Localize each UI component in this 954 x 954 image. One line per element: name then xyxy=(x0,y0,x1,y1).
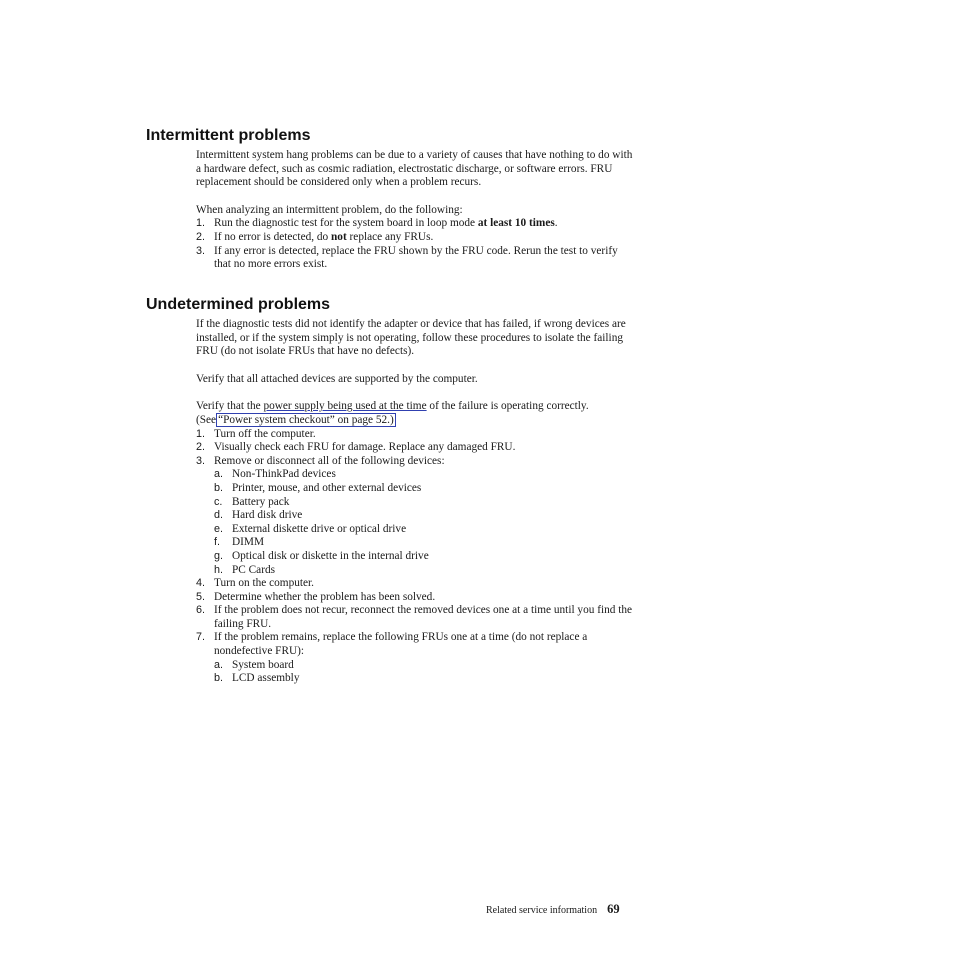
list-text: Visually check each FRU for damage. Replace any damaged FRU. xyxy=(214,441,516,454)
list-item xyxy=(214,523,636,537)
list-text: Optical disk or diskette in the internal drive xyxy=(232,549,429,562)
list-item xyxy=(196,231,636,245)
list-item xyxy=(214,536,636,550)
list-text: LCD assembly xyxy=(232,672,300,685)
list-text: External diskette drive or optical drive xyxy=(232,522,407,535)
list-item xyxy=(214,550,636,564)
list-item xyxy=(214,468,636,482)
page-number: 69 xyxy=(607,902,620,916)
emphasis-text: not xyxy=(331,230,347,243)
list-marker: 7. xyxy=(196,631,206,644)
list-item xyxy=(196,428,636,442)
paragraph-text: Verify that the xyxy=(196,400,264,413)
list-text: DIMM xyxy=(232,536,265,549)
list-item xyxy=(214,659,636,673)
footer-section-title: Related service information xyxy=(486,905,598,916)
list-text: Turn on the computer. xyxy=(214,577,314,590)
list-marker: h. xyxy=(214,563,224,576)
list-text: Hard disk drive xyxy=(232,509,303,522)
verify-power-paragraph xyxy=(196,400,636,427)
intermittent-paragraph: Intermittent system hang problems can be due to a variety of causes that have nothing to do with a hardware defect, such as cosmic radiation, electrostatic discharge, or software errors. FRU replacement should be considered only when a problem recurs. xyxy=(196,149,633,189)
power-system-checkout-link[interactable]: “Power system checkout” on page 52.) xyxy=(218,413,394,426)
list-item xyxy=(196,441,636,455)
intermittent-steps xyxy=(196,217,636,271)
list-marker: 4. xyxy=(196,577,206,590)
paragraph-text: of the failure is operating correctly. (See xyxy=(196,400,589,426)
list-item xyxy=(196,455,636,577)
list-text: Non-ThinkPad devices xyxy=(232,468,336,481)
list-text: PC Cards xyxy=(232,563,275,576)
page-footer xyxy=(486,902,620,918)
undetermined-section xyxy=(196,318,636,686)
list-item xyxy=(214,496,636,510)
list-marker: 6. xyxy=(196,604,206,617)
list-text: Printer, mouse, and other external devices xyxy=(232,481,422,494)
intermittent-heading: Intermittent problems xyxy=(146,127,311,144)
list-item xyxy=(196,631,636,685)
undetermined-heading: Undetermined problems xyxy=(146,296,331,313)
devices-sublist xyxy=(214,468,636,577)
frus-sublist xyxy=(214,659,636,686)
list-item xyxy=(196,577,636,591)
list-marker: 1. xyxy=(196,427,206,440)
list-text: Turn off the computer. xyxy=(214,427,316,440)
list-text: If any error is detected, replace the FRU shown by the FRU code. Rerun the test to verify that no more errors exist. xyxy=(214,244,618,271)
list-marker: b. xyxy=(214,672,224,685)
power-supply-link[interactable]: power supply being used at the time xyxy=(263,400,427,413)
list-text-end: replace any FRUs. xyxy=(346,230,434,243)
list-text-end: . xyxy=(554,217,558,230)
list-item xyxy=(196,591,636,605)
list-marker: g. xyxy=(214,549,224,562)
verify-devices-paragraph: Verify that all attached devices are supported by the computer. xyxy=(196,372,478,385)
list-marker: c. xyxy=(214,495,223,508)
list-item xyxy=(196,604,636,631)
list-item xyxy=(214,672,636,686)
undetermined-paragraph: If the diagnostic tests did not identify the adapter or device that has failed, if wrong devices are installed, or if the system simply is not operating, follow these procedures to isolate the failing FRU (do not isolate FRUs that have no defects). xyxy=(196,318,626,358)
list-marker: a. xyxy=(214,658,224,671)
intermittent-section xyxy=(196,149,636,272)
list-marker: 3. xyxy=(196,244,206,257)
list-text: System board xyxy=(232,658,294,671)
list-marker: 1. xyxy=(196,217,206,230)
list-item xyxy=(196,217,636,231)
list-text: If the problem does not recur, reconnect the removed devices one at a time until you find the failing FRU. xyxy=(214,604,633,630)
list-text: Remove or disconnect all of the following devices: xyxy=(214,454,445,467)
list-text: If the problem remains, replace the following FRUs one at a time (do not replace a nondefective FRU): xyxy=(214,631,588,658)
list-marker: 2. xyxy=(196,441,206,454)
list-item xyxy=(214,482,636,496)
list-text: Determine whether the problem has been solved. xyxy=(214,590,436,603)
list-item xyxy=(214,509,636,523)
list-item xyxy=(214,564,636,578)
list-text: Battery pack xyxy=(232,495,290,508)
list-marker: 3. xyxy=(196,454,206,467)
list-marker: a. xyxy=(214,468,224,481)
intermittent-intro: When analyzing an intermittent problem, do the following: xyxy=(196,203,463,216)
list-marker: d. xyxy=(214,509,224,522)
list-item xyxy=(196,245,636,272)
list-text: Run the diagnostic test for the system board in loop mode xyxy=(214,217,478,230)
undetermined-steps xyxy=(196,428,636,686)
list-marker: f. xyxy=(214,536,220,549)
list-text: If no error is detected, do xyxy=(214,230,332,243)
emphasis-text: at least 10 times xyxy=(477,217,555,230)
list-marker: 2. xyxy=(196,230,206,243)
list-marker: e. xyxy=(214,522,224,535)
list-marker: b. xyxy=(214,481,224,494)
list-marker: 5. xyxy=(196,590,206,603)
